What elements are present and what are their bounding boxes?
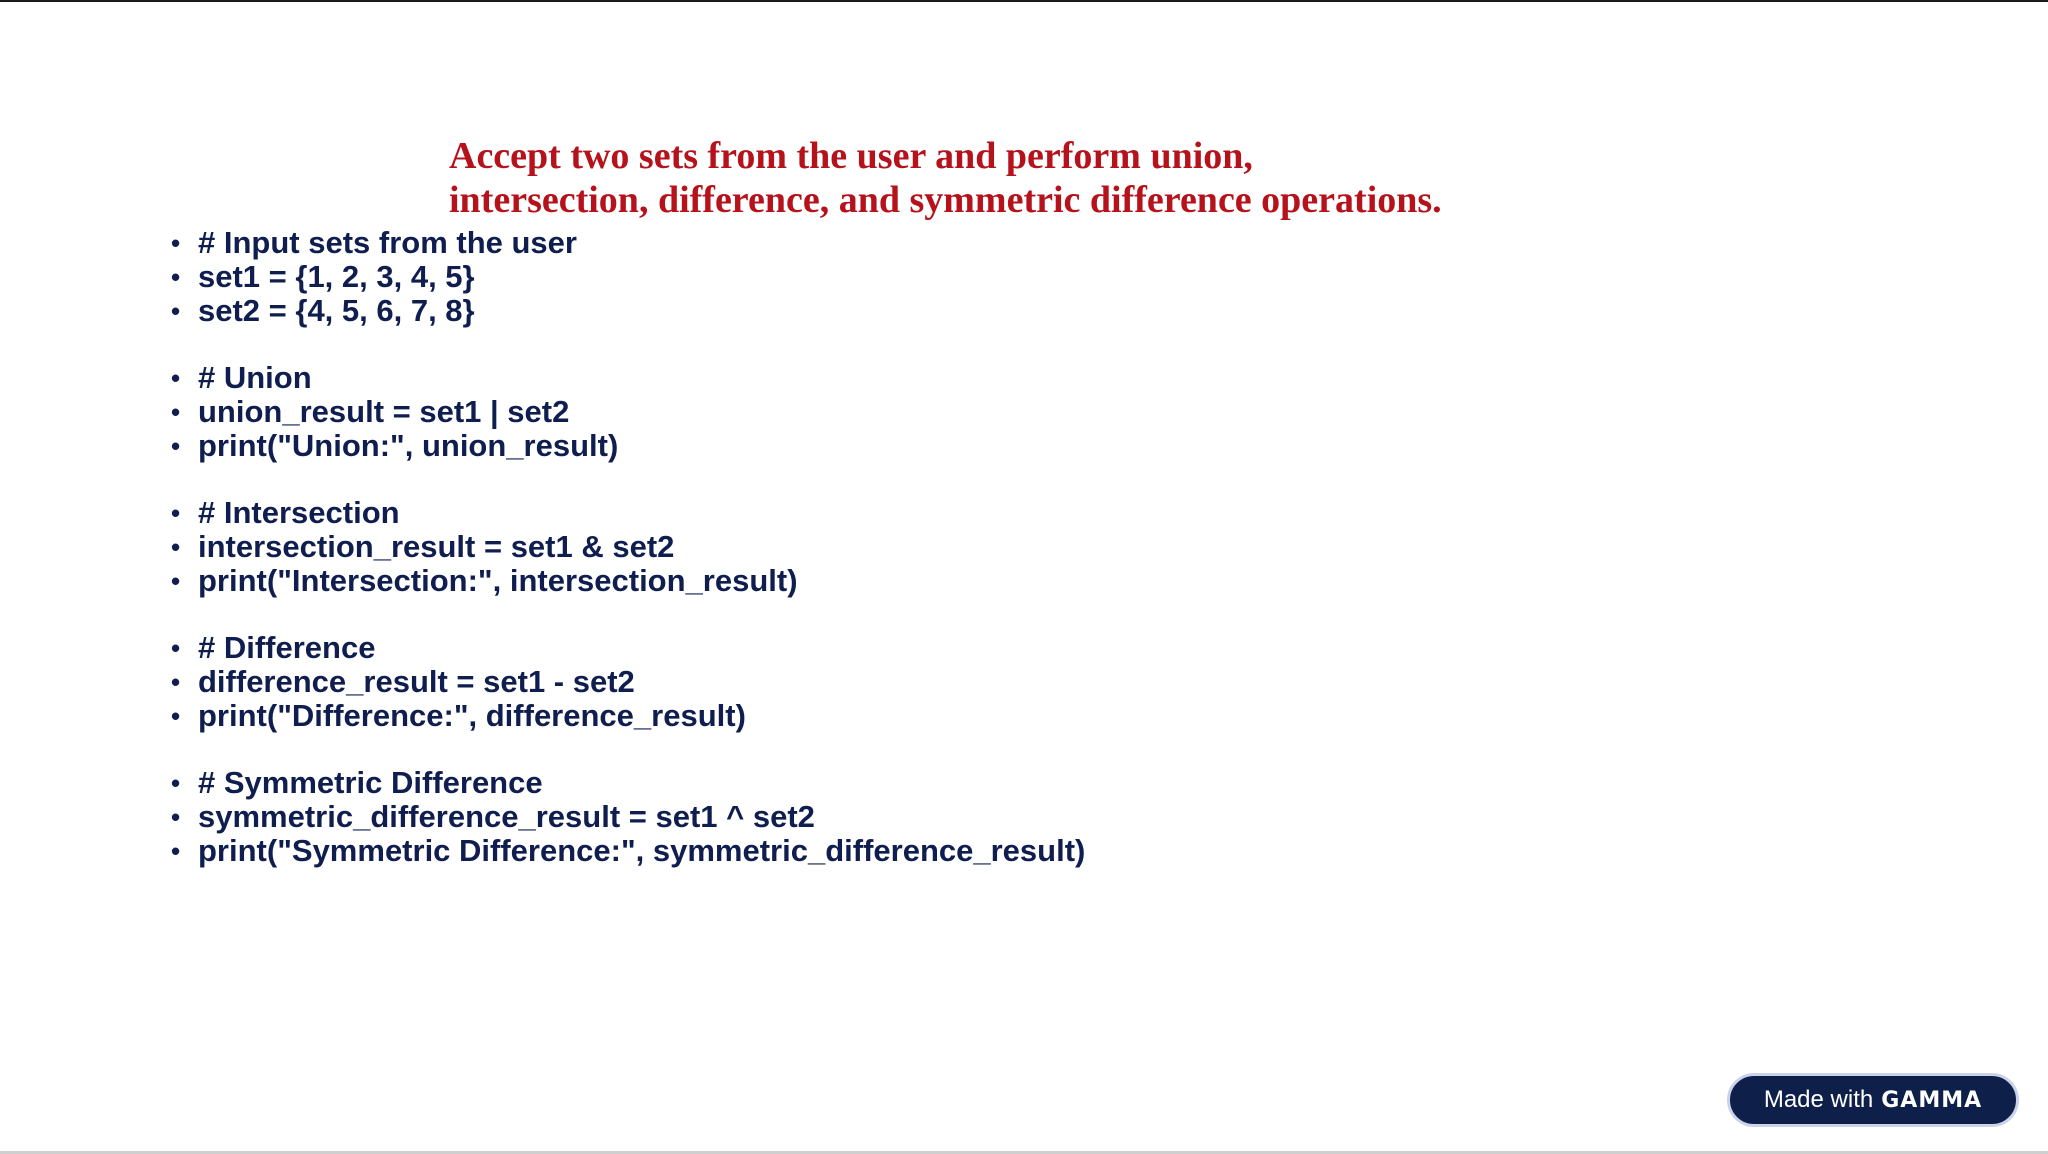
code-line-symmetric-comment bbox=[171, 766, 543, 800]
code-text: intersection_result = set1 & set2 bbox=[198, 529, 675, 564]
code-text: print("Difference:", difference_result) bbox=[198, 698, 746, 733]
code-line-intersection-comment bbox=[171, 496, 400, 530]
bullet-icon: • bbox=[171, 768, 181, 798]
bullet-icon: • bbox=[171, 701, 181, 731]
code-text: # Symmetric Difference bbox=[198, 765, 543, 800]
code-line-input-comment bbox=[171, 226, 577, 260]
code-text: print("Union:", union_result) bbox=[198, 428, 619, 463]
bullet-icon: • bbox=[171, 431, 181, 461]
code-text: union_result = set1 | set2 bbox=[198, 394, 570, 429]
code-text: set1 = {1, 2, 3, 4, 5} bbox=[198, 259, 475, 294]
badge-prefix-text: Made with bbox=[1763, 1086, 1874, 1113]
code-line-difference-assign bbox=[171, 665, 635, 699]
code-line-intersection-print bbox=[171, 564, 798, 598]
code-text: difference_result = set1 - set2 bbox=[198, 664, 635, 699]
slide-title-line-1: Accept two sets from the user and perform union, bbox=[449, 135, 1253, 177]
code-text: # Intersection bbox=[198, 495, 400, 530]
code-line-set1 bbox=[171, 260, 475, 294]
code-text: print("Symmetric Difference:", symmetric_difference_result) bbox=[198, 833, 1086, 868]
bullet-icon: • bbox=[171, 667, 181, 697]
code-line-difference-comment bbox=[171, 631, 375, 665]
bullet-icon: • bbox=[171, 296, 181, 326]
code-line-union-print bbox=[171, 429, 618, 463]
bullet-icon: • bbox=[171, 566, 181, 596]
bullet-icon: • bbox=[171, 802, 181, 832]
bullet-icon: • bbox=[171, 363, 181, 393]
code-text: # Difference bbox=[198, 630, 376, 665]
code-text: symmetric_difference_result = set1 ^ set2 bbox=[198, 799, 815, 834]
code-line-symmetric-assign bbox=[171, 800, 815, 834]
slide-title bbox=[449, 134, 1609, 222]
code-line-intersection-assign bbox=[171, 530, 674, 564]
code-text: set2 = {4, 5, 6, 7, 8} bbox=[198, 293, 475, 328]
bullet-icon: • bbox=[171, 633, 181, 663]
code-text: print("Intersection:", intersection_result) bbox=[198, 563, 798, 598]
made-with-gamma-badge[interactable] bbox=[1727, 1073, 2019, 1127]
code-line-union-assign bbox=[171, 395, 569, 429]
bullet-icon: • bbox=[171, 498, 181, 528]
bullet-icon: • bbox=[171, 228, 181, 258]
code-text: # Union bbox=[198, 360, 312, 395]
slide-title-line-2: intersection, difference, and symmetric difference operations. bbox=[449, 179, 1442, 221]
bullet-icon: • bbox=[171, 397, 181, 427]
code-line-union-comment bbox=[171, 361, 312, 395]
code-line-symmetric-print bbox=[171, 834, 1085, 868]
bullet-icon: • bbox=[171, 532, 181, 562]
code-text: # Input sets from the user bbox=[198, 225, 577, 260]
bullet-icon: • bbox=[171, 836, 181, 866]
code-line-difference-print bbox=[171, 699, 746, 733]
code-line-set2 bbox=[171, 294, 475, 328]
bullet-icon: • bbox=[171, 262, 181, 292]
top-border bbox=[0, 0, 2048, 2]
gamma-logo: GAMMA bbox=[1881, 1087, 1983, 1113]
